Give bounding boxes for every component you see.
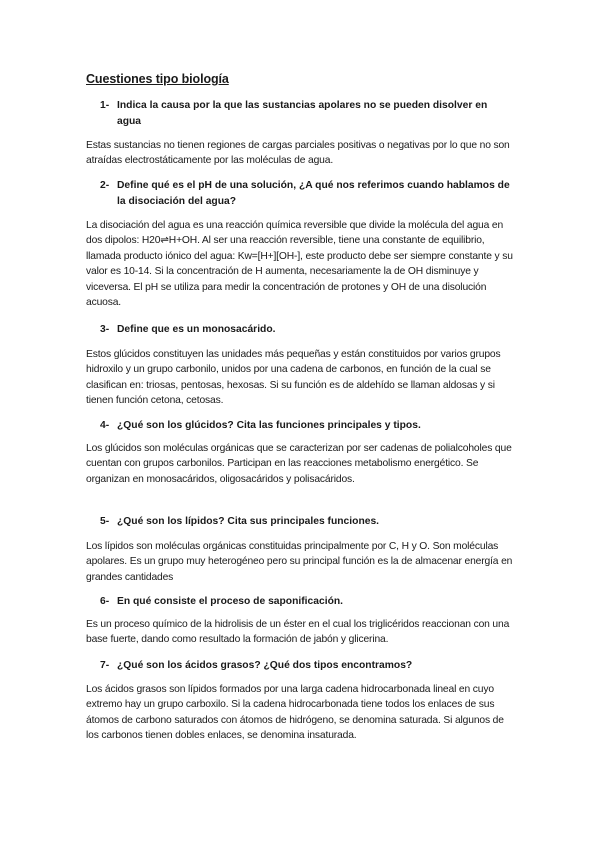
question-number: 4- — [100, 420, 110, 431]
question-number: 7- — [100, 660, 110, 671]
question-text: Indica la causa por la que las sustancias apolares no se pueden disolver en agua — [117, 100, 488, 127]
question-text: Define que es un monosacárido. — [117, 324, 276, 335]
question-text: Define qué es el pH de una solución, ¿A qué nos referimos cuando hablamos de la disociación del agua? — [117, 180, 510, 207]
question-number: 6- — [100, 596, 110, 607]
question-6 — [100, 594, 510, 610]
question-3 — [100, 322, 510, 338]
question-number: 5- — [100, 516, 110, 527]
question-text: En qué consiste el proceso de saponificación. — [117, 596, 344, 607]
answer-2: La disociación del agua es una reacción química reversible que divide la molécula del agua en dos dipolos: H20⇌H+OH. Al ser una reacción reversible, tiene una constante de equilibrio, llamada producto iónico del agua: Kw=[H+][OH-], este producto debe ser siempre constante y su valor es 10-14. Si la concentración de H aumenta, necesariamente la de OH disminuye y viceversa. El pH se utiliza para medir la concentración de protones y OH de una disolución acuosa. — [86, 220, 513, 309]
question-number: 3- — [100, 324, 110, 335]
answer-3: Estos glúcidos constituyen las unidades más pequeñas y están constituidos por varios grupos hidroxilo y un grupo carbonilo, unidos por una cadena de carbonos, en función de la cual se clasifican en: triosas, pentosas, hexosas. Si su función es de aldehído se llaman aldosas y si tienen función cetona, cetosas. — [86, 349, 501, 407]
question-1 — [100, 98, 510, 129]
answer-7: Los ácidos grasos son lípidos formados por una larga cadena hidrocarbonada lineal en cuyo extremo hay un grupo carboxilo. Si la cadena hidrocarbonada tiene todos los enlaces de sus átomos de carbono saturados con átomos de hidrógeno, se denomina saturada. Si algunos de los carbonos tienen dobles enlaces, se denomina insaturada. — [86, 684, 504, 742]
question-text: ¿Qué son los glúcidos? Cita las funciones principales y tipos. — [117, 420, 421, 431]
answer-5: Los lípidos son moléculas orgánicas constituidas principalmente por C, H y O. Son moléculas apolares. Es un grupo muy heterogéneo pero su principal función es la de almacenar energía en grandes cantidades — [86, 541, 513, 583]
answer-1: Estas sustancias no tienen regiones de cargas parciales positivas o negativas por lo que no son atraídas electrostáticamente por las moléculas de agua. — [86, 140, 510, 167]
question-7 — [100, 658, 510, 674]
page-title: Cuestiones tipo biología — [86, 72, 229, 86]
question-text: ¿Qué son los lípidos? Cita sus principales funciones. — [117, 516, 380, 527]
question-number: 2- — [100, 180, 110, 191]
question-4 — [100, 418, 510, 434]
question-number: 1- — [100, 100, 110, 111]
question-text: ¿Qué son los ácidos grasos? ¿Qué dos tipos encontramos? — [117, 660, 413, 671]
question-5 — [100, 514, 510, 530]
answer-4: Los glúcidos son moléculas orgánicas que se caracterizan por ser cadenas de polialcoholes que cuentan con grupos carbonilos. Participan en las reacciones metabolismo energético. Se organizan en monosacáridos, oligosacáridos y polisacáridos. — [86, 443, 512, 485]
question-2 — [100, 178, 510, 209]
answer-6: Es un proceso químico de la hidrolisis de un éster en el cual los triglicéridos reaccionan con una base fuerte, dando como resultado la formación de jabón y glicerina. — [86, 619, 510, 646]
